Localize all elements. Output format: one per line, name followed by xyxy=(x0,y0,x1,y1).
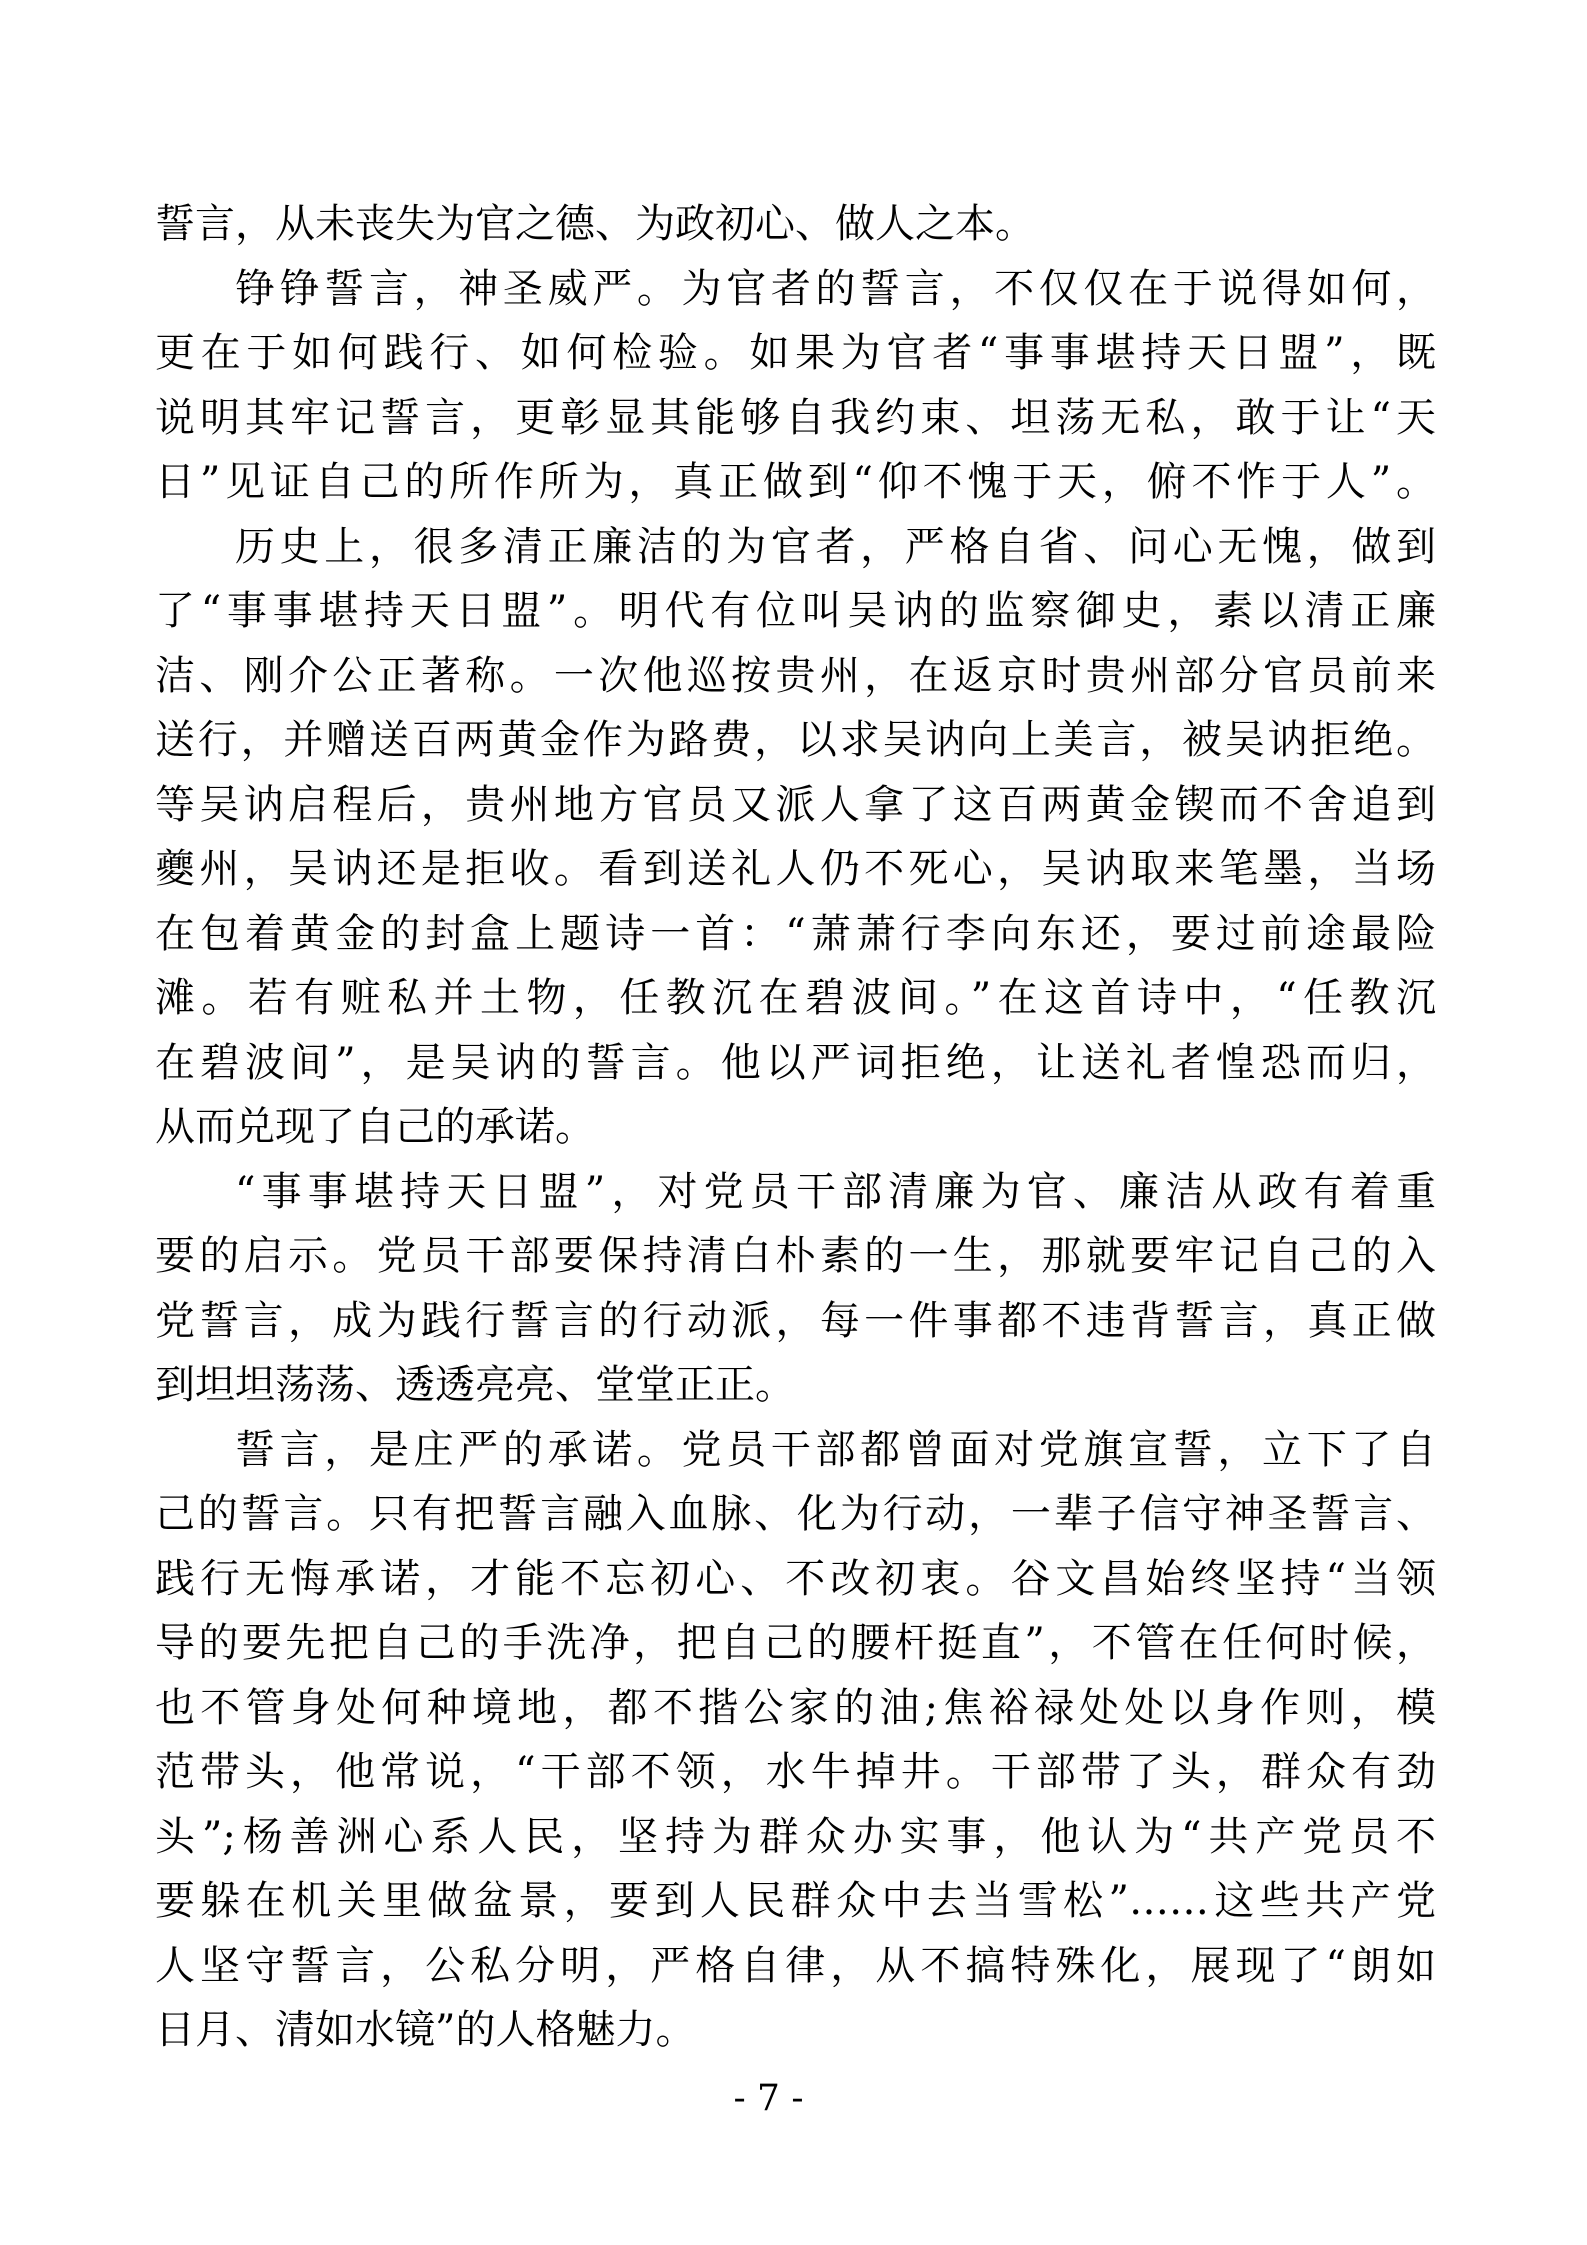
text-line: 更在于如何践行、如何检验。如果为官者“事事堪持天日盟”，既 xyxy=(155,330,1436,376)
text-line: 历史上，很多清正廉洁的为官者，严格自省、问心无愧，做到 xyxy=(235,523,1436,570)
text-line: 也不管身处何种境地，都不揩公家的油;焦裕禄处处以身作则，模 xyxy=(155,1684,1436,1731)
text-line: 送行，并赠送百两黄金作为路费，以求吴讷向上美言，被吴讷拒绝。 xyxy=(155,717,1436,763)
text-line: 誓言，是庄严的承诺。党员干部都曾面对党旗宣誓，立下了自 xyxy=(235,1426,1436,1473)
text-line: 在碧波间”，是吴讷的誓言。他以严词拒绝，让送礼者惶恐而归， xyxy=(155,1039,1436,1086)
text-line: 要的启示。党员干部要保持清白朴素的一生，那就要牢记自己的入 xyxy=(155,1233,1436,1279)
text-line: 了“事事堪持天日盟”。明代有位叫吴讷的监察御史，素以清正廉 xyxy=(155,588,1436,634)
text-line: 从而兑现了自己的承诺。 xyxy=(155,1104,595,1150)
text-line: 己的誓言。只有把誓言融入血脉、化为行动，一辈子信守神圣誓言、 xyxy=(155,1491,1436,1537)
text-line: 誓言，从未丧失为官之德、为政初心、做人之本。 xyxy=(155,201,1035,247)
text-line: 人坚守誓言，公私分明，严格自律，从不搞特殊化，展现了“朗如 xyxy=(155,1942,1436,1989)
text-line: 洁、刚介公正著称。一次他巡按贵州，在返京时贵州部分官员前来 xyxy=(155,652,1436,699)
page-number: - 7 - xyxy=(733,2078,804,2119)
text-line: 范带头，他常说，“干部不领，水牛掉井。干部带了头，群众有劲 xyxy=(155,1749,1436,1795)
text-line: 党誓言，成为践行誓言的行动派，每一件事都不违背誓言，真正做 xyxy=(155,1297,1436,1344)
text-line: 践行无悔承诺，才能不忘初心、不改初衷。谷文昌始终坚持“当领 xyxy=(155,1555,1436,1602)
text-line: 日月、清如水镜”的人格魅力。 xyxy=(155,2007,696,2053)
text-line: 头”;杨善洲心系人民，坚持为群众办实事，他认为“共产党员不 xyxy=(155,1813,1436,1860)
text-line: 说明其牢记誓言，更彰显其能够自我约束、坦荡无私，敢于让“天 xyxy=(155,394,1436,441)
text-line: 等吴讷启程后，贵州地方官员又派人拿了这百两黄金锲而不舍追到 xyxy=(155,781,1436,828)
text-line: 要躲在机关里做盆景，要到人民群众中去当雪松”……这些共产党 xyxy=(155,1878,1436,1924)
text-line: 到坦坦荡荡、透透亮亮、堂堂正正。 xyxy=(155,1362,795,1408)
text-line: 滩。若有赃私并土物，任教沉在碧波间。”在这首诗中，“任教沉 xyxy=(155,975,1436,1021)
text-block xyxy=(155,192,1436,2063)
text-line: 导的要先把自己的手洗净，把自己的腰杆挺直”，不管在任何时候， xyxy=(155,1620,1436,1666)
text-line: 铮铮誓言，神圣威严。为官者的誓言，不仅仅在于说得如何， xyxy=(235,265,1436,312)
text-line: 夔州，吴讷还是拒收。看到送礼人仍不死心，吴讷取来笔墨，当场 xyxy=(155,846,1436,892)
text-line: “事事堪持天日盟”，对党员干部清廉为官、廉洁从政有着重 xyxy=(235,1168,1436,1215)
text-line: 在包着黄金的封盒上题诗一首：“萧萧行李向东还，要过前途最险 xyxy=(155,910,1436,957)
text-line: 日”见证自己的所作所为，真正做到“仰不愧于天，俯不怍于人”。 xyxy=(155,459,1436,505)
